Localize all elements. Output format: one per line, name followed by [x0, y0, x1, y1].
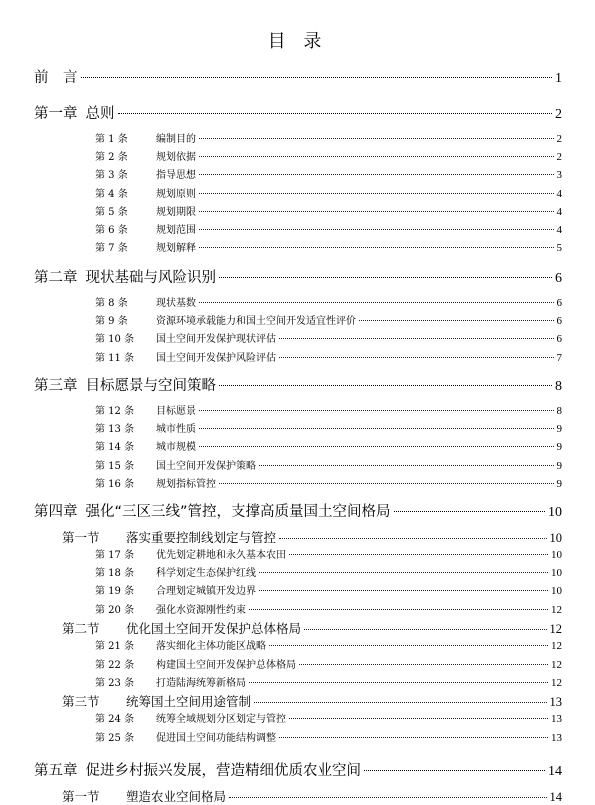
article-number: 第 15 条 [95, 460, 135, 472]
page-number: 14 [548, 764, 562, 779]
entry-label [95, 729, 276, 744]
section-number: 第一节 [62, 789, 100, 804]
article-title: 指导思想 [156, 170, 196, 182]
toc-entry-article[interactable] [95, 402, 562, 417]
entry-label [95, 656, 296, 671]
article-number: 第 25 条 [95, 732, 135, 744]
page-number: 9 [556, 459, 562, 472]
dot-leader [199, 247, 554, 248]
entry-label [95, 330, 276, 345]
section-number: 第三节 [62, 694, 100, 710]
article-number: 第 17 条 [95, 550, 135, 561]
article-number: 第 9 条 [95, 316, 128, 328]
entry-label [95, 457, 256, 472]
dot-leader [249, 682, 548, 683]
entry-label [34, 266, 216, 287]
dot-leader [254, 702, 546, 703]
page-number: 2 [555, 107, 562, 122]
article-number: 第 2 条 [95, 152, 128, 164]
toc-entry-article[interactable] [95, 203, 562, 218]
toc-entry-chapter[interactable] [34, 500, 562, 521]
dot-leader [249, 609, 548, 610]
toc-entry-article[interactable] [95, 637, 562, 652]
dot-leader [199, 446, 554, 447]
toc-entry-chapter[interactable] [34, 266, 562, 287]
toc-entry-article[interactable] [95, 349, 562, 364]
section-number: 第二节 [62, 621, 100, 637]
article-title: 规划指标管控 [156, 478, 216, 490]
dot-leader [394, 511, 545, 512]
article-number: 第 3 条 [95, 170, 128, 182]
toc-entry-article[interactable] [95, 148, 562, 163]
article-number: 第 10 条 [95, 334, 135, 346]
page-number: 4 [556, 205, 562, 218]
dot-leader [199, 174, 554, 175]
entry-label [95, 312, 356, 327]
page-number: 2 [556, 151, 562, 164]
article-number: 第 22 条 [95, 659, 135, 671]
dot-leader [219, 483, 554, 484]
toc-entry-article[interactable] [95, 710, 562, 725]
article-title: 规划解释 [156, 243, 196, 255]
dot-leader [219, 277, 552, 278]
entry-label [62, 528, 276, 546]
section-title: 统筹国土空间用途管制 [126, 694, 252, 710]
toc-entry-section[interactable] [62, 619, 562, 637]
article-number: 第 20 条 [95, 604, 135, 616]
page-number: 13 [551, 713, 562, 726]
article-title: 资源环境承载能力和国土空间开发适宜性评价 [156, 316, 356, 328]
dot-leader [81, 77, 553, 78]
chapter-number: 第四章 [34, 504, 78, 520]
dot-leader [279, 737, 548, 738]
page-number: 1 [555, 71, 562, 86]
article-title: 促进国土空间功能结构调整 [156, 732, 276, 744]
article-title: 落实细化主体功能区战略 [156, 641, 266, 653]
entry-label [95, 148, 196, 163]
toc-entry-chapter[interactable] [34, 759, 562, 780]
toc-entry-article[interactable] [95, 239, 562, 254]
entry-label [95, 221, 196, 236]
section-title: 优化国土空间开发保护总体格局 [126, 621, 302, 637]
toc-entry-article[interactable] [95, 601, 562, 616]
dot-leader [219, 385, 552, 386]
article-title: 城市性质 [156, 424, 196, 436]
entry-label [34, 102, 115, 123]
chapter-number: 第二章 [34, 270, 78, 286]
page-number: 10 [548, 505, 562, 520]
article-title: 现状基数 [156, 298, 196, 309]
entry-label [95, 420, 196, 435]
dot-leader [259, 572, 548, 573]
article-number: 第 5 条 [95, 206, 128, 218]
article-title: 国土空间开发保护现状评估 [156, 334, 276, 346]
dot-leader [304, 629, 546, 630]
dot-leader [199, 302, 554, 303]
toc-entry-article[interactable] [95, 166, 562, 181]
toc-entry-article[interactable] [95, 221, 562, 236]
preface-label: 前 言 [34, 70, 78, 86]
entry-label [95, 582, 256, 597]
section-title: 落实重要控制线划定与管控 [126, 530, 277, 545]
article-title: 强化水资源刚性约束 [156, 604, 246, 616]
dot-leader [259, 465, 554, 466]
page-number: 9 [556, 477, 562, 490]
entry-label [95, 710, 286, 725]
dot-leader [359, 320, 554, 321]
toc-entry-article[interactable] [95, 438, 562, 453]
page-number: 14 [549, 790, 562, 804]
dot-leader [199, 138, 554, 139]
dot-leader [199, 211, 554, 212]
article-number: 第 4 条 [95, 188, 128, 200]
page-number: 10 [551, 585, 562, 598]
toc-entry-article[interactable] [95, 475, 562, 490]
entry-label [95, 674, 246, 689]
toc-entry-chapter[interactable] [34, 102, 562, 123]
entry-label [95, 438, 196, 453]
article-title: 打造陆海统筹新格局 [156, 677, 246, 689]
page-number: 4 [556, 187, 562, 200]
page-number: 12 [551, 640, 562, 653]
article-title: 国土空间开发保护风险评估 [156, 352, 276, 364]
dot-leader [259, 590, 548, 591]
article-title: 科学划定生态保护红线 [156, 568, 256, 580]
entry-label [95, 475, 216, 490]
entry-label [95, 239, 196, 254]
entry-label [95, 564, 256, 579]
article-number: 第 12 条 [95, 406, 135, 417]
article-title: 编制目的 [156, 134, 196, 145]
entry-label [95, 294, 196, 309]
page-number: 10 [551, 567, 562, 580]
dot-leader [229, 797, 546, 798]
dot-leader [269, 645, 548, 646]
dot-leader [199, 410, 554, 411]
toc-entry-chapter[interactable] [34, 374, 562, 395]
page-number: 8 [555, 379, 562, 394]
chapter-number: 第三章 [34, 378, 78, 394]
entry-label [95, 203, 196, 218]
article-number: 第 11 条 [95, 352, 135, 364]
dot-leader [279, 538, 546, 539]
page-number: 6 [556, 315, 562, 328]
article-title: 国土空间开发保护策略 [156, 460, 256, 472]
entry-label [62, 692, 251, 710]
toc-entry-article[interactable] [95, 457, 562, 472]
article-number: 第 14 条 [95, 442, 135, 454]
article-title: 规划期限 [156, 206, 196, 218]
article-title: 规划依据 [156, 152, 196, 164]
article-title: 城市规模 [156, 442, 196, 454]
article-title: 统筹全域规划分区划定与管控 [156, 714, 286, 726]
chapter-number: 第五章 [34, 763, 78, 779]
page-number: 12 [551, 603, 562, 616]
entry-label [34, 500, 391, 521]
page-number: 4 [556, 224, 562, 236]
dot-leader [199, 156, 554, 157]
toc-entry-article[interactable] [95, 185, 562, 200]
article-number: 第 1 条 [95, 134, 128, 145]
page-number: 9 [556, 423, 562, 436]
entry-label [62, 787, 226, 805]
article-number: 第 24 条 [95, 714, 135, 726]
entry-label [95, 185, 196, 200]
chapter-title: 现状基础与风险识别 [85, 270, 216, 286]
article-number: 第 21 条 [95, 641, 135, 653]
article-title: 优先划定耕地和永久基本农田 [156, 550, 286, 561]
article-number: 第 8 条 [95, 298, 128, 309]
toc-entry-article[interactable] [95, 312, 562, 327]
article-number: 第 19 条 [95, 586, 135, 598]
article-number: 第 18 条 [95, 568, 135, 580]
article-number: 第 6 条 [95, 225, 128, 236]
entry-label [34, 66, 78, 87]
entry-label [34, 759, 361, 780]
toc-entry-section[interactable] [62, 787, 562, 805]
toc-entry-article[interactable] [95, 582, 562, 597]
toc-entry-article[interactable] [95, 546, 562, 561]
toc-entry-section[interactable] [62, 528, 562, 546]
dot-leader [199, 193, 554, 194]
entry-label [34, 374, 216, 395]
chapter-title: 促进乡村振兴发展，营造精细优质农业空间 [85, 763, 361, 779]
page-number: 10 [551, 549, 562, 561]
article-number: 第 23 条 [95, 677, 135, 689]
article-title: 规划原则 [156, 188, 196, 200]
page-number: 13 [549, 695, 562, 710]
entry-label [95, 402, 196, 417]
dot-leader [289, 718, 548, 719]
dot-leader [199, 428, 554, 429]
entry-label [95, 601, 246, 616]
article-number: 第 7 条 [95, 243, 128, 255]
page-number: 10 [549, 531, 562, 545]
article-title: 规划范围 [156, 225, 196, 236]
page-number: 12 [551, 676, 562, 689]
chapter-number: 第一章 [34, 106, 78, 122]
entry-label [95, 130, 196, 145]
page-number: 3 [556, 169, 562, 182]
toc-entry-article[interactable] [95, 674, 562, 689]
toc-entry-section[interactable] [62, 692, 562, 710]
article-number: 第 13 条 [95, 424, 135, 436]
page-number: 9 [556, 441, 562, 454]
page-number: 6 [556, 297, 562, 309]
page-number: 5 [556, 242, 562, 255]
page-title: 目 录 [267, 31, 328, 52]
toc-entry-article[interactable] [95, 420, 562, 435]
toc-entry-article[interactable] [95, 564, 562, 579]
article-title: 合理划定城镇开发边界 [156, 586, 256, 598]
page-number: 8 [556, 405, 562, 417]
page-number: 7 [556, 351, 562, 364]
dot-leader [364, 770, 545, 771]
toc-entry-article[interactable] [95, 130, 562, 145]
toc-entry-preface[interactable] [34, 66, 562, 87]
page-number: 12 [549, 622, 562, 637]
entry-label [95, 546, 286, 561]
page-number: 13 [551, 731, 562, 744]
chapter-title: 总则 [85, 106, 115, 122]
section-number: 第一节 [62, 530, 100, 545]
dot-leader [299, 664, 548, 665]
page-number: 6 [555, 271, 562, 286]
toc-entry-article[interactable] [95, 294, 562, 309]
chapter-title: 目标愿景与空间策略 [85, 378, 216, 394]
article-title: 构建国土空间开发保护总体格局 [156, 659, 296, 671]
entry-label [95, 166, 196, 181]
article-number: 第 16 条 [95, 478, 135, 490]
page-number: 6 [556, 333, 562, 346]
dot-leader [118, 113, 553, 114]
article-title: 目标愿景 [156, 406, 196, 417]
dot-leader [289, 554, 548, 555]
dot-leader [279, 338, 554, 339]
page-number: 12 [551, 658, 562, 671]
entry-label [95, 637, 266, 652]
dot-leader [279, 357, 554, 358]
entry-label [62, 619, 301, 637]
toc-entry-article[interactable] [95, 656, 562, 671]
dot-leader [199, 229, 554, 230]
chapter-title: 强化“三区三线”管控，支撑高质量国土空间格局 [85, 504, 391, 520]
toc-entry-article[interactable] [95, 729, 562, 744]
page-number: 2 [556, 133, 562, 145]
toc-entry-article[interactable] [95, 330, 562, 345]
section-title: 塑造农业空间格局 [126, 789, 227, 804]
entry-label [95, 349, 276, 364]
